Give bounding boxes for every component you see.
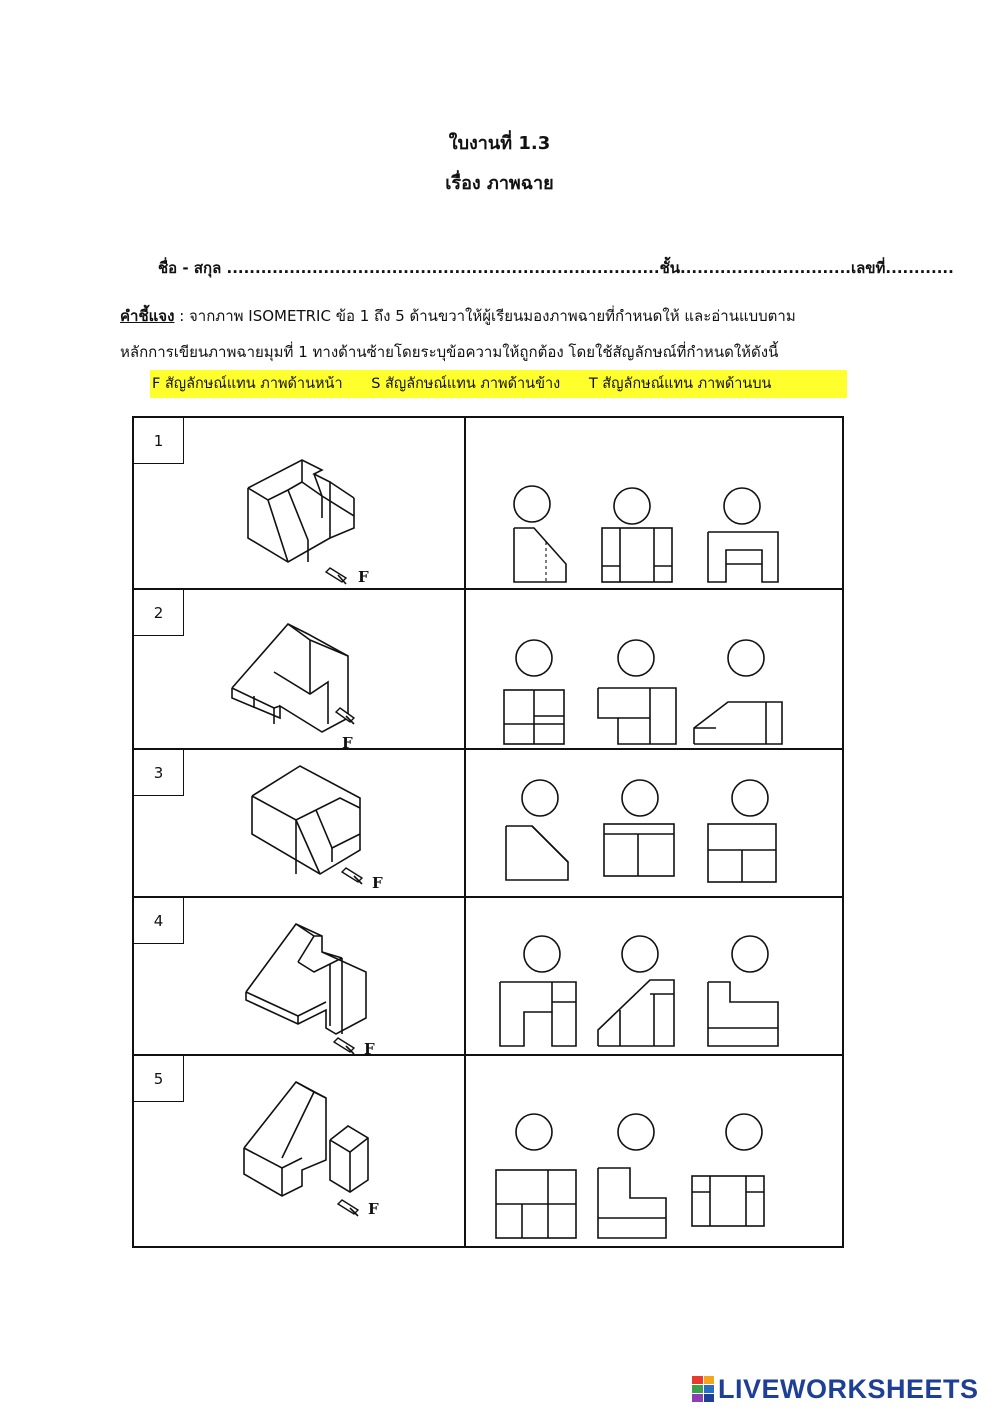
- answer-circle[interactable]: [732, 780, 768, 816]
- isometric-figure-5: [238, 1068, 418, 1218]
- arrow-label-3: F: [372, 874, 383, 892]
- answer-circle[interactable]: [516, 1114, 552, 1150]
- worksheet-subtitle: เรื่อง ภาพฉาย: [445, 173, 554, 194]
- answer-circle[interactable]: [524, 936, 560, 972]
- liveworksheets-logo: [692, 1372, 979, 1406]
- arrow-label-4: F: [364, 1040, 375, 1056]
- isometric-figure-4: [238, 906, 418, 1056]
- arrow-label-5: F: [368, 1200, 379, 1218]
- logo-icon: [692, 1376, 714, 1402]
- arrow-label-1: F: [358, 568, 369, 586]
- isometric-figure-1: [234, 440, 414, 588]
- row-divider: [134, 896, 842, 898]
- isometric-figure-3: [244, 758, 424, 898]
- answer-circle[interactable]: [618, 1114, 654, 1150]
- isometric-figure-2: [224, 612, 414, 752]
- answer-circle[interactable]: [724, 488, 760, 524]
- legend-side: S สัญลักษณ์แทน ภาพด้านข้าง: [371, 376, 561, 392]
- legend-front: F สัญลักษณ์แทน ภาพด้านหน้า: [152, 376, 343, 392]
- answer-circle[interactable]: [622, 780, 658, 816]
- question-table: [132, 416, 844, 1248]
- answer-circle[interactable]: [514, 486, 550, 522]
- column-divider: [464, 418, 466, 1246]
- answer-circle[interactable]: [618, 640, 654, 676]
- answer-circle[interactable]: [728, 640, 764, 676]
- projection-views-3: [494, 776, 824, 886]
- question-number-1: 1: [134, 418, 184, 464]
- answer-circle[interactable]: [622, 936, 658, 972]
- symbol-legend: [150, 370, 847, 398]
- student-info-line: ชื่อ - สกุล ............................................................................ชั้น..............................เลขที่............: [158, 259, 954, 277]
- question-number-2: 2: [134, 590, 184, 636]
- question-number-5: 5: [134, 1056, 184, 1102]
- projection-views-1: [494, 480, 824, 590]
- projection-views-5: [494, 1110, 824, 1240]
- answer-circle[interactable]: [726, 1114, 762, 1150]
- instruction-line-1: [120, 304, 796, 328]
- answer-circle[interactable]: [522, 780, 558, 816]
- instruction-label: คำชี้แจง: [120, 307, 175, 325]
- question-number-3: 3: [134, 750, 184, 796]
- instruction-line-2: หลักการเขียนภาพฉายมุมที่ 1 ทางด้านซ้ายโดยระบุข้อความให้ถูกต้อง โดยใช้สัญลักษณ์ที่กำหนดให้ดังนี้: [120, 343, 779, 361]
- projection-views-4: [494, 930, 824, 1060]
- projection-views-2: [494, 636, 824, 746]
- answer-circle[interactable]: [516, 640, 552, 676]
- question-number-4: 4: [134, 898, 184, 944]
- worksheet-title: ใบงานที่ 1.3: [448, 133, 551, 154]
- answer-circle[interactable]: [614, 488, 650, 524]
- answer-circle[interactable]: [732, 936, 768, 972]
- legend-top: T สัญลักษณ์แทน ภาพด้านบน: [588, 376, 772, 392]
- instruction-text-1: : จากภาพ ISOMETRIC ข้อ 1 ถึง 5 ด้านขวาให้ผู้เรียนมองภาพฉายที่กำหนดให้ และอ่านแบบตาม: [174, 307, 796, 325]
- brand-name: LIVEWORKSHEETS: [718, 1373, 979, 1404]
- arrow-label-2: F: [342, 734, 353, 752]
